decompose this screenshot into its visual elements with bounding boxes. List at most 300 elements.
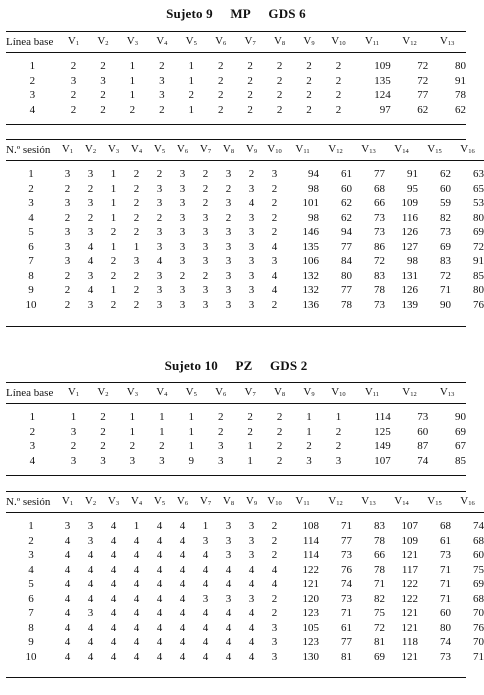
- variable-index: 4: [164, 39, 168, 47]
- table-cell: 109: [401, 534, 418, 547]
- variable-index: 2: [92, 499, 97, 507]
- table-cell: 4: [202, 636, 209, 648]
- table-cell: 2: [247, 74, 253, 87]
- table-cell: 116: [401, 211, 418, 224]
- table-cell: 71: [341, 607, 352, 619]
- table-row: [6, 88, 466, 103]
- table-cell: 68: [440, 520, 451, 532]
- table-cell: 60: [341, 182, 352, 195]
- table-cell: 4: [87, 650, 94, 663]
- variable-index: 6: [223, 390, 227, 398]
- table-cell: 2: [87, 211, 94, 224]
- table-cell: 2: [202, 269, 209, 282]
- table-cell: 2: [188, 89, 195, 101]
- table-cell: 62: [417, 103, 429, 116]
- table-cell: 80: [455, 60, 466, 72]
- table-cell: 124: [374, 89, 391, 101]
- variable-index: 11: [372, 39, 380, 47]
- table-cell: 3: [87, 534, 94, 547]
- table-cell: 2: [100, 60, 106, 72]
- table-cell: 2: [110, 298, 117, 311]
- table-cell: 4: [248, 563, 255, 576]
- variable-index: 3: [134, 39, 138, 47]
- table-cell: 2: [70, 103, 77, 116]
- variable-letter: V: [394, 142, 403, 155]
- variable-index: 12: [410, 39, 417, 47]
- variable-index: 1: [75, 39, 80, 47]
- table-row: [6, 439, 466, 454]
- table-cell: 2: [247, 89, 253, 101]
- table-cell: 2: [133, 298, 140, 311]
- table-cell: 71: [473, 650, 484, 663]
- table-cell: 73: [374, 298, 385, 311]
- table-row: [6, 548, 484, 563]
- column-header: [385, 493, 418, 513]
- variable-index: 8: [230, 499, 235, 507]
- table-cell: 3: [179, 226, 186, 238]
- table-cell: 4: [225, 636, 232, 648]
- table-cell: 1: [129, 60, 136, 72]
- row-number: 5: [28, 226, 34, 238]
- table-cell: 3: [156, 240, 163, 253]
- table-cell: 82: [440, 211, 451, 224]
- table-cell: 4: [110, 563, 117, 576]
- row-number: 2: [28, 182, 34, 195]
- subject-name: Sujeto 9: [166, 6, 213, 21]
- table-cell: 3: [64, 255, 71, 267]
- table-cell: 4: [225, 563, 232, 576]
- table-cell: 2: [133, 269, 140, 282]
- column-header: [79, 141, 102, 161]
- header-row: [6, 33, 466, 53]
- variable-index: 6: [223, 39, 227, 47]
- table-cell: 83: [374, 520, 385, 532]
- table-cell: 3: [179, 211, 186, 224]
- table-cell: 2: [335, 74, 342, 87]
- table-cell: 98: [308, 182, 319, 195]
- table-cell: 4: [156, 650, 163, 663]
- table-row: [6, 621, 484, 636]
- table-cell: 1: [110, 211, 117, 224]
- table-row: [6, 534, 484, 549]
- table-cell: 2: [64, 211, 71, 224]
- table-cell: 78: [374, 563, 385, 576]
- subject-initials: MP: [230, 6, 251, 21]
- table-cell: 1: [133, 240, 140, 253]
- table-cell: 2: [276, 411, 283, 423]
- variable-index: 5: [193, 39, 197, 47]
- table-cell: 4: [156, 563, 163, 576]
- table-cell: 4: [133, 621, 140, 634]
- table-cell: 3: [156, 182, 163, 195]
- column-header: [418, 141, 451, 161]
- table-cell: 1: [159, 425, 165, 438]
- table-cell: 76: [341, 563, 352, 576]
- table-cell: 4: [156, 255, 163, 267]
- table-cell: 114: [374, 411, 391, 423]
- table-cell: 3: [202, 298, 209, 311]
- table-cell: 2: [156, 211, 163, 224]
- table-cell: 107: [374, 454, 391, 467]
- variable-letter: V: [126, 385, 135, 398]
- table-cell: 62: [341, 197, 352, 209]
- table-cell: 91: [473, 255, 484, 267]
- table-cell: 2: [64, 284, 71, 296]
- variable-letter: V: [295, 142, 304, 155]
- table-cell: 2: [110, 226, 117, 238]
- variable-letter: V: [364, 34, 373, 47]
- table-cell: 2: [133, 168, 140, 180]
- row-number: 3: [29, 89, 36, 101]
- table-row: [6, 454, 466, 469]
- table-cell: 91: [455, 74, 466, 87]
- table-cell: 73: [417, 411, 429, 423]
- variable-index: 9: [311, 390, 315, 398]
- table-cell: 2: [271, 607, 278, 619]
- table-cell: 2: [100, 103, 106, 116]
- table-cell: 73: [374, 226, 385, 238]
- table-cell: 4: [202, 563, 209, 576]
- table-cell: 2: [306, 74, 312, 87]
- variable-letter: V: [295, 494, 304, 507]
- table-cell: 3: [87, 197, 94, 209]
- table-cell: 2: [335, 60, 342, 72]
- variable-index: 10: [339, 390, 346, 398]
- table-cell: 1: [129, 411, 136, 423]
- table-cell: 71: [341, 520, 352, 532]
- column-header: [294, 33, 323, 53]
- table-top-rule: [6, 382, 466, 383]
- table-cell: 4: [64, 563, 71, 576]
- table-cell: 2: [247, 103, 253, 116]
- header-row: [6, 493, 484, 513]
- table-cell: 1: [188, 440, 195, 452]
- table-cell: 2: [133, 226, 140, 238]
- table-cell: 4: [225, 650, 232, 663]
- table-cell: 2: [70, 89, 77, 101]
- column-header: [177, 384, 206, 404]
- column-header: [88, 384, 117, 404]
- table-cell: 4: [179, 534, 186, 547]
- variable-letter: V: [84, 494, 93, 507]
- table-cell: 123: [302, 607, 319, 619]
- variable-letter: V: [61, 142, 70, 155]
- header-row: [6, 384, 466, 404]
- table-cell: 4: [248, 578, 255, 590]
- table-cell: 3: [87, 269, 94, 282]
- row-number: 3: [29, 440, 36, 452]
- table-cell: 4: [179, 636, 186, 648]
- table-cell: 86: [374, 240, 385, 253]
- table-cell: 4: [179, 592, 186, 605]
- variable-index: 9: [311, 39, 315, 47]
- table-cell: 69: [374, 650, 385, 663]
- table-cell: 81: [341, 650, 352, 663]
- table-cell: 122: [401, 592, 418, 605]
- table-cell: 4: [133, 549, 140, 561]
- column-header: [125, 141, 148, 161]
- column-header: [294, 384, 323, 404]
- table-row: [6, 269, 484, 284]
- variable-letter: V: [394, 494, 403, 507]
- table-cell: 3: [133, 255, 140, 267]
- table-cell: 3: [248, 255, 255, 267]
- row-number: 1: [29, 411, 36, 423]
- table-cell: 62: [455, 103, 466, 116]
- table-cell: 3: [156, 197, 163, 209]
- table-cell: 4: [110, 578, 117, 590]
- variable-index: 13: [447, 390, 455, 398]
- table-cell: 4: [156, 607, 163, 619]
- table-cell: 4: [133, 592, 140, 605]
- table-cell: 2: [306, 89, 312, 101]
- row-number: 3: [28, 197, 34, 209]
- variable-letter: V: [267, 142, 276, 155]
- variable-letter: V: [84, 142, 93, 155]
- table-cell: 121: [401, 549, 418, 561]
- table-cell: 77: [341, 284, 352, 296]
- variable-index: 9: [253, 499, 258, 507]
- row-label-header: N.º sesión: [6, 496, 51, 509]
- table-cell: 3: [248, 534, 255, 547]
- table-cell: 4: [87, 621, 94, 634]
- variable-index: 7: [252, 39, 256, 47]
- variable-index: 11: [303, 499, 310, 507]
- table-cell: 2: [276, 440, 283, 452]
- table-row: [6, 74, 466, 89]
- table-cell: 3: [70, 425, 77, 438]
- table-cell: 3: [335, 454, 342, 467]
- variable-index: 2: [92, 147, 97, 155]
- table-cell: 1: [110, 240, 117, 253]
- table-cell: 82: [374, 592, 385, 605]
- column-header: [171, 141, 194, 161]
- table-cell: 1: [129, 89, 136, 101]
- table-cell: 65: [473, 182, 484, 195]
- table-cell: 3: [179, 298, 186, 311]
- column-header: [428, 384, 466, 404]
- table-cell: 3: [202, 592, 209, 605]
- table-cell: 3: [202, 284, 209, 296]
- column-header: [88, 33, 117, 53]
- column-header: [125, 493, 148, 513]
- table-cell: 4: [133, 607, 140, 619]
- table-cell: 3: [217, 454, 224, 467]
- subject-9-session-table: [6, 141, 484, 312]
- table-cell: 114: [302, 534, 319, 547]
- table-cell: 3: [225, 284, 232, 296]
- table-cell: 2: [271, 211, 278, 224]
- table-cell: 4: [64, 534, 71, 547]
- table-row: [6, 240, 484, 255]
- table-cell: 4: [271, 563, 278, 576]
- variable-letter: V: [185, 385, 194, 398]
- table-cell: 146: [302, 226, 319, 238]
- table-cell: 4: [87, 592, 94, 605]
- table-cell: 84: [341, 255, 352, 267]
- table-cell: 3: [271, 636, 278, 648]
- table-cell: 61: [341, 168, 352, 180]
- table-cell: 2: [159, 440, 165, 452]
- variable-index: 13: [447, 39, 455, 47]
- table-cell: 4: [156, 621, 163, 634]
- row-number: 7: [28, 607, 34, 619]
- table-cell: 4: [202, 578, 209, 590]
- table-cell: 74: [440, 636, 451, 648]
- table-cell: 4: [202, 650, 209, 663]
- table-cell: 90: [455, 411, 466, 423]
- variable-letter: V: [153, 494, 162, 507]
- table-cell: 2: [276, 89, 283, 101]
- table-cell: 2: [335, 440, 342, 452]
- table-cell: 2: [64, 298, 71, 311]
- column-header: [118, 384, 147, 404]
- subject-gds: GDS 2: [269, 358, 308, 373]
- table-row: [6, 635, 484, 650]
- table-cell: 3: [248, 298, 255, 311]
- variable-index: 14: [402, 499, 409, 507]
- table-cell: 2: [276, 60, 283, 72]
- table-cell: 136: [302, 298, 319, 311]
- table-cell: 76: [473, 621, 484, 634]
- table-cell: 2: [271, 520, 278, 532]
- variable-letter: V: [67, 385, 76, 398]
- table-cell: 2: [133, 197, 140, 209]
- table-cell: 76: [473, 298, 484, 311]
- table-cell: 4: [133, 578, 140, 590]
- table-cell: 71: [374, 578, 385, 590]
- variable-letter: V: [303, 34, 312, 47]
- table-cell: 2: [271, 197, 278, 209]
- table-cell: 2: [70, 440, 77, 452]
- table-cell: 75: [473, 563, 484, 576]
- table-cell: 85: [473, 269, 484, 282]
- table-cell: 122: [401, 578, 418, 590]
- variable-index: 15: [435, 147, 442, 155]
- table-cell: 4: [87, 284, 94, 296]
- table-cell: 71: [440, 284, 451, 296]
- table-cell: 4: [156, 534, 163, 547]
- table-cell: 109: [374, 60, 391, 72]
- table-cell: 4: [64, 578, 71, 590]
- table-cell: 80: [440, 621, 451, 634]
- table-cell: 2: [271, 182, 278, 195]
- variable-index: 2: [105, 390, 109, 398]
- table-cell: 3: [87, 607, 94, 619]
- table-cell: 3: [64, 240, 71, 253]
- variable-letter: V: [222, 494, 231, 507]
- table-cell: 2: [100, 411, 106, 423]
- variable-index: 5: [193, 390, 197, 398]
- subject-9-title: [0, 6, 472, 22]
- table-cell: 72: [417, 60, 429, 72]
- column-header: [148, 141, 171, 161]
- table-cell: 77: [341, 534, 352, 547]
- row-number: 6: [28, 240, 34, 253]
- table-row: [6, 425, 466, 440]
- table-cell: 71: [440, 592, 451, 605]
- table-cell: 4: [110, 650, 117, 663]
- table-cell: 4: [202, 549, 209, 561]
- table-cell: 4: [110, 534, 117, 547]
- table-row: [6, 410, 466, 425]
- table-cell: 98: [407, 255, 418, 267]
- table-cell: 97: [379, 103, 391, 116]
- table-cell: 3: [225, 520, 232, 532]
- table-cell: 83: [374, 269, 385, 282]
- row-number: 4: [28, 563, 34, 576]
- table-cell: 91: [407, 168, 418, 180]
- table-cell: 2: [271, 226, 278, 238]
- table-cell: 1: [133, 520, 140, 532]
- variable-letter: V: [215, 34, 224, 47]
- table-cell: 2: [133, 182, 140, 195]
- column-header: [265, 33, 294, 53]
- table-cell: 90: [440, 298, 451, 311]
- table-cell: 3: [100, 74, 106, 87]
- table-cell: 2: [156, 168, 163, 180]
- row-number: 10: [25, 298, 37, 311]
- table-cell: 3: [225, 592, 232, 605]
- column-header: [286, 493, 319, 513]
- column-header: [451, 141, 484, 161]
- table-cell: 73: [440, 226, 451, 238]
- table-cell: 4: [133, 636, 140, 648]
- table-cell: 4: [179, 578, 186, 590]
- table-cell: 2: [159, 60, 165, 72]
- table-cell: 1: [202, 520, 209, 532]
- table-cell: 72: [473, 240, 484, 253]
- table-cell: 4: [179, 563, 186, 576]
- table-cell: 3: [179, 168, 186, 180]
- table-row: [6, 283, 484, 298]
- row-number: 9: [28, 284, 34, 296]
- variable-letter: V: [97, 34, 106, 47]
- table-cell: 131: [401, 269, 418, 282]
- column-header: [56, 493, 79, 513]
- table-cell: 4: [133, 534, 140, 547]
- table-cell: 4: [248, 636, 255, 648]
- column-header: [263, 141, 286, 161]
- table-cell: 73: [440, 549, 451, 561]
- table-cell: 2: [247, 411, 253, 423]
- table-cell: 2: [64, 182, 71, 195]
- variable-index: 6: [184, 147, 189, 155]
- row-label-header: N.º sesión: [6, 144, 51, 157]
- row-number: 6: [28, 592, 34, 605]
- table-cell: 3: [248, 592, 255, 605]
- column-header: [194, 141, 217, 161]
- column-header: [171, 493, 194, 513]
- variable-index: 16: [468, 499, 475, 507]
- table-cell: 4: [133, 563, 140, 576]
- variable-letter: V: [439, 385, 448, 398]
- table-cell: 2: [70, 60, 77, 72]
- variable-letter: V: [130, 494, 139, 507]
- variable-letter: V: [245, 142, 254, 155]
- variable-index: 7: [252, 390, 256, 398]
- column-header: [59, 384, 88, 404]
- table-cell: 3: [248, 182, 255, 195]
- table-row: [6, 298, 484, 313]
- variable-index: 13: [369, 499, 376, 507]
- table-cell: 2: [100, 440, 106, 452]
- table-cell: 62: [341, 211, 352, 224]
- row-number: 1: [28, 520, 34, 532]
- table-cell: 73: [374, 211, 385, 224]
- subject-10-session-table: [6, 493, 484, 664]
- column-header: [217, 141, 240, 161]
